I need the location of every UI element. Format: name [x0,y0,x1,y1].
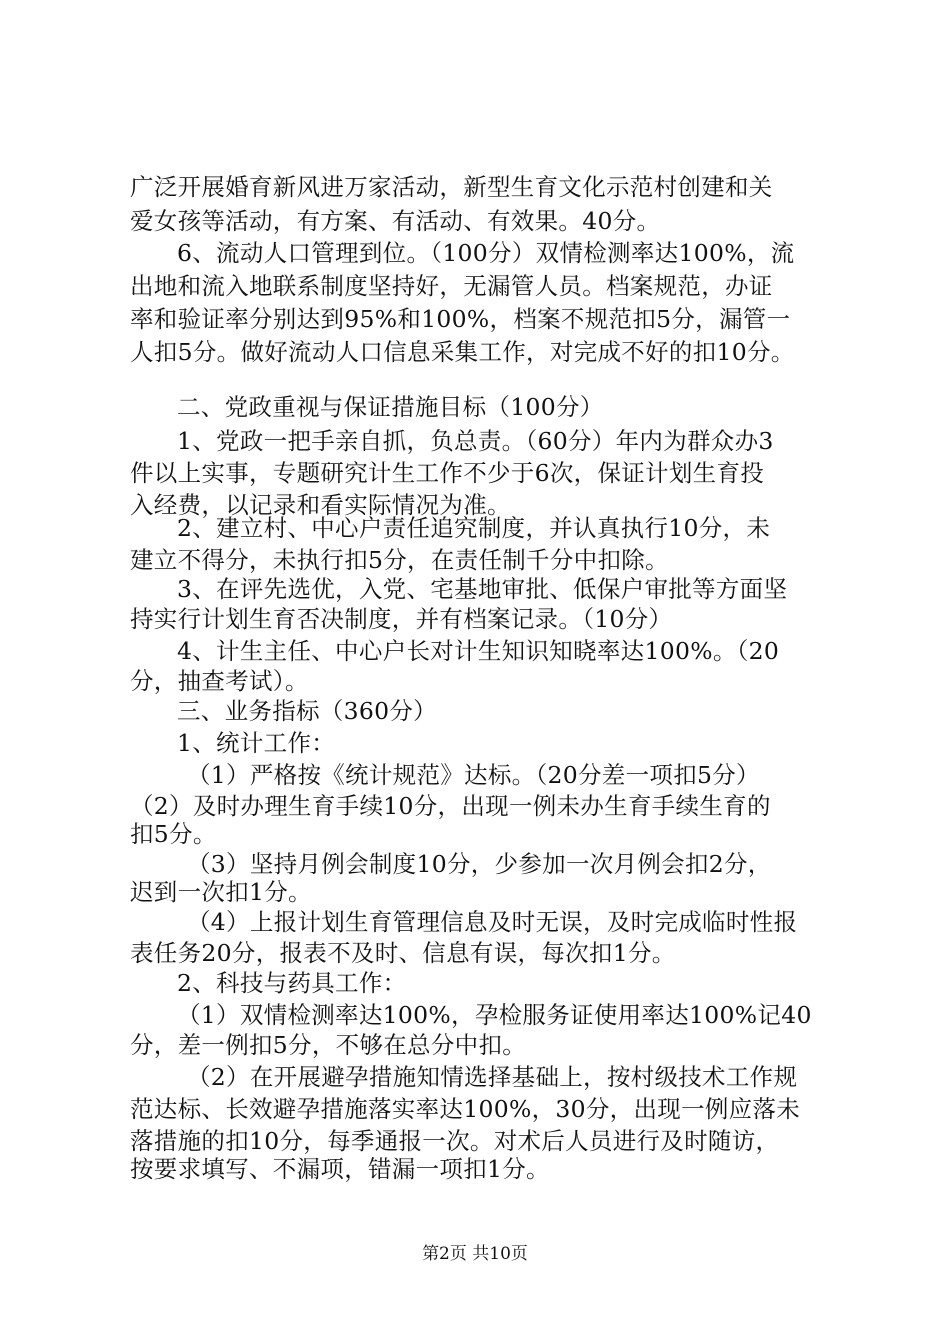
text-line: 落措施的扣10分，每季通报一次。对术后人员进行及时随访， [130,1127,780,1155]
text-line: （2）在开展避孕措施知情选择基础上，按村级技术工作规 [187,1063,798,1091]
text-line: 出地和流入地联系制度坚持好，无漏管人员。档案规范，办证 [130,272,773,300]
text-line: 范达标、长效避孕措施落实率达100%，30分，出现一例应落未 [130,1095,801,1123]
text-line: 3、在评先选优，入党、宅基地审批、低保户审批等方面坚 [177,575,788,603]
text-line: （3）坚持月例会制度10分，少参加一次月例会扣2分， [187,850,772,878]
text-line: 件以上实事，专题研究计生工作不少于6次，保证计划生育投 [130,459,765,487]
text-line: 表任务20分，报表不及时、信息有误，每次扣1分。 [130,939,676,967]
text-line: 按要求填写、不漏项，错漏一项扣1分。 [130,1155,550,1183]
text-line: 广泛开展婚育新风进万家活动，新型生育文化示范村创建和关 [130,173,773,201]
text-line: 2、建立村、中心户责任追究制度，并认真执行10分，未 [177,514,771,542]
text-line: 入经费，以记录和看实际情况为准。 [130,491,511,519]
text-line: 6、流动人口管理到位。（100分）双情检测率达100%，流 [177,239,795,267]
text-line: 迟到一次扣1分。 [130,878,312,906]
text-line: 爱女孩等活动，有方案、有活动、有效果。40分。 [130,207,661,235]
text-line: 4、计生主任、中心户长对计生知识知晓率达100%。（20 [177,637,780,665]
page-footer: 第2页 共10页 [422,1244,528,1264]
text-line: 1、统计工作： [177,729,336,757]
text-line: （1）双情检测率达100%，孕检服务证使用率达100%记40 [177,1001,812,1029]
text-line: 1、党政一把手亲自抓，负总责。（60分）年内为群众办3 [177,427,774,455]
text-line: 率和验证率分别达到95%和100%，档案不规范扣5分，漏管一 [130,305,791,333]
text-line: （1）严格按《统计规范》达标。（20分差一项扣5分） [187,761,760,789]
text-line: （4）上报计划生育管理信息及时无误，及时完成临时性报 [187,908,798,936]
text-line: 2、科技与药具工作： [177,969,407,997]
text-line: （2）及时办理生育手续10分，出现一例未办生育手续生育的 [130,792,771,820]
text-line: 分，差一例扣5分，不够在总分中扣。 [130,1031,527,1059]
section-heading: 三、业务指标（360分） [177,697,437,725]
text-line: 分，抽查考试）。 [130,667,309,695]
text-line: 人扣5分。做好流动人口信息采集工作，对完成不好的扣10分。 [130,338,795,366]
text-line: 扣5分。 [130,820,217,848]
text-line: 持实行计划生育否决制度，并有档案记录。（10分） [130,605,673,633]
section-heading: 二、党政重视与保证措施目标（100分） [177,393,604,421]
text-line: 建立不得分，未执行扣5分，在责任制千分中扣除。 [130,546,669,574]
